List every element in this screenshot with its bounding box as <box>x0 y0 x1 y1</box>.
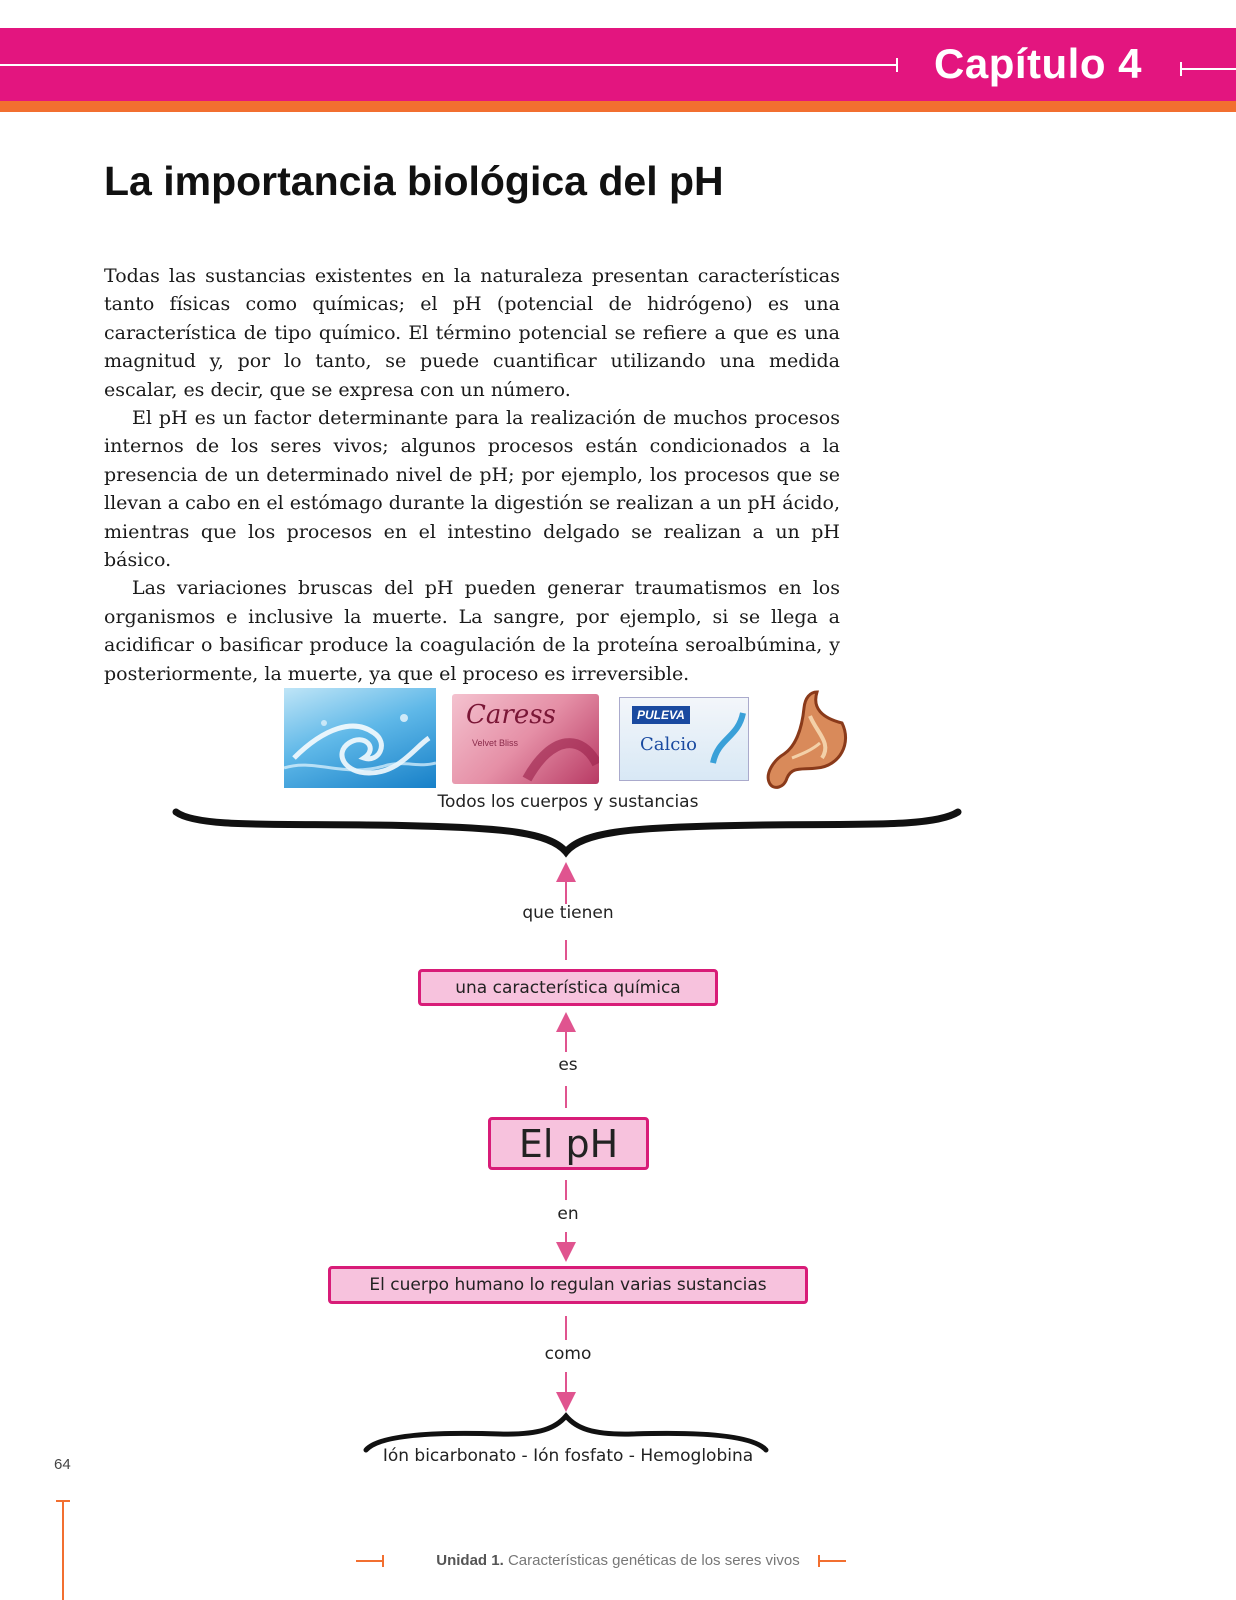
milk-sub-label: Calcio <box>640 734 697 755</box>
diagram-top-caption: Todos los cuerpos y sustancias <box>437 792 699 812</box>
milk-splash-icon <box>708 708 748 768</box>
footer-rule-right <box>818 1560 846 1562</box>
banner-rule-left <box>0 64 898 66</box>
footer-unit: Unidad 1. <box>436 1552 504 1569</box>
paragraph-2: El pH es un factor determinante para la realización de muchos procesos internos de los seres vivos; algunos procesos están condicionados a la presencia de un determinado nivel de pH; por ejemplo, los procesos que se llevan a cabo en el estómago durante la digestión se realizan a un pH ácido, mientras que los procesos en el intestino delgado se realizan a un pH básico. <box>104 407 840 572</box>
link-label-en: en <box>557 1204 579 1224</box>
banner-orange-stripe <box>0 101 1236 112</box>
footer <box>0 1552 1236 1569</box>
link-label-como: como <box>544 1344 592 1364</box>
stomach-image <box>762 688 854 794</box>
concept-box-caracteristica: una característica química <box>418 969 718 1006</box>
milk-box-image <box>619 697 749 781</box>
top-brace <box>176 812 958 852</box>
link-label-es: es <box>558 1055 578 1075</box>
link-label-que-tienen: que tienen <box>522 903 614 923</box>
milk-brand-label: PULEVA <box>632 706 690 724</box>
concept-box-ph: El pH <box>488 1117 649 1170</box>
banner-rule-right <box>1180 68 1236 70</box>
chapter-label: Capítulo 4 <box>934 40 1143 87</box>
banner-tick-left <box>896 58 898 72</box>
paragraph-1: Todas las sustancias existentes en la naturaleza presentan características tanto físicas como químicas; el pH (potencial de hidrógeno) es una característica de tipo químico. El término potencial se refiere a que es una magnitud y, por lo tanto, se puede cuantificar utilizando una medida escalar, es decir, que se expresa con un número. <box>104 265 840 401</box>
footer-tick-right <box>818 1555 820 1567</box>
soap-sub-label: Velvet Bliss <box>472 738 519 748</box>
water-wave-icon <box>284 688 436 788</box>
footer-subtitle: Características genéticas de los seres vivos <box>507 1552 800 1569</box>
page-title: La importancia biológica del pH <box>104 158 724 204</box>
soap-brand-label: Caress <box>466 700 556 730</box>
diagram-bottom-caption: Ión bicarbonato - Ión fosfato - Hemoglobina <box>382 1446 754 1466</box>
body-text <box>104 262 840 688</box>
margin-rule <box>62 1500 64 1600</box>
paragraph-3: Las variaciones bruscas del pH pueden generar traumatismos en los organismos e inclusive la muerte. La sangre, por ejemplo, si se llega a acidificar o basificar produce la coagulación de la proteína seroalbúmina, y posteriormente, la muerte, ya que el proceso es irreversible. <box>104 577 840 685</box>
stomach-icon <box>762 688 854 794</box>
soap-swirl-icon <box>522 724 599 784</box>
bottom-brace <box>366 1416 766 1450</box>
soap-box-image <box>452 694 599 784</box>
water-splash-image <box>284 688 436 788</box>
banner-tick-right <box>1180 62 1182 76</box>
concept-box-cuerpo-humano: El cuerpo humano lo regulan varias sustancias <box>328 1266 808 1304</box>
page-number: 64 <box>54 1456 71 1473</box>
